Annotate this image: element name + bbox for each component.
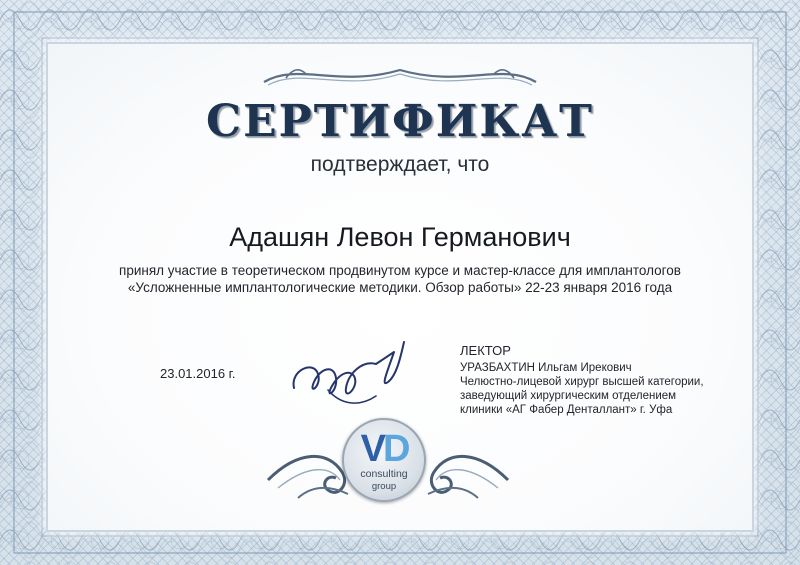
logo-letter-v: V xyxy=(360,428,383,470)
certificate-subtitle: подтверждает, что xyxy=(310,153,490,176)
logo-word-group: group xyxy=(371,481,397,492)
description-line-1: принял участие в теоретическом продвинутом курсе и мастер-классе для имплантологов xyxy=(119,263,681,278)
ribbon-ornament xyxy=(258,58,542,94)
logo-word-consulting: consulting xyxy=(360,468,408,480)
certificate-title: СЕРТИФИКАТ xyxy=(206,96,594,147)
vd-consulting-logo xyxy=(342,418,426,502)
lector-name: УРАЗБАХТИН Ильгам Ирекович xyxy=(460,362,632,374)
logo-monogram xyxy=(342,428,426,471)
lector-position-1: Челюстно-лицевой хирург высшей категории, xyxy=(460,376,704,388)
lector-position-3: клиники «АГ Фабер Денталлант» г. Уфа xyxy=(460,404,673,416)
logo-letter-d: D xyxy=(382,428,408,470)
recipient-name: Адашян Левон Германович xyxy=(229,222,571,252)
signature xyxy=(284,330,424,420)
lector-heading: ЛЕКТОР xyxy=(460,343,511,358)
lector-position-2: заведующий хирургическим отделением xyxy=(460,390,677,402)
issue-date: 23.01.2016 г. xyxy=(160,366,236,381)
description-line-2: «Усложненные имплантологические методики. Обзор работы» 22-23 января 2016 года xyxy=(127,280,673,295)
